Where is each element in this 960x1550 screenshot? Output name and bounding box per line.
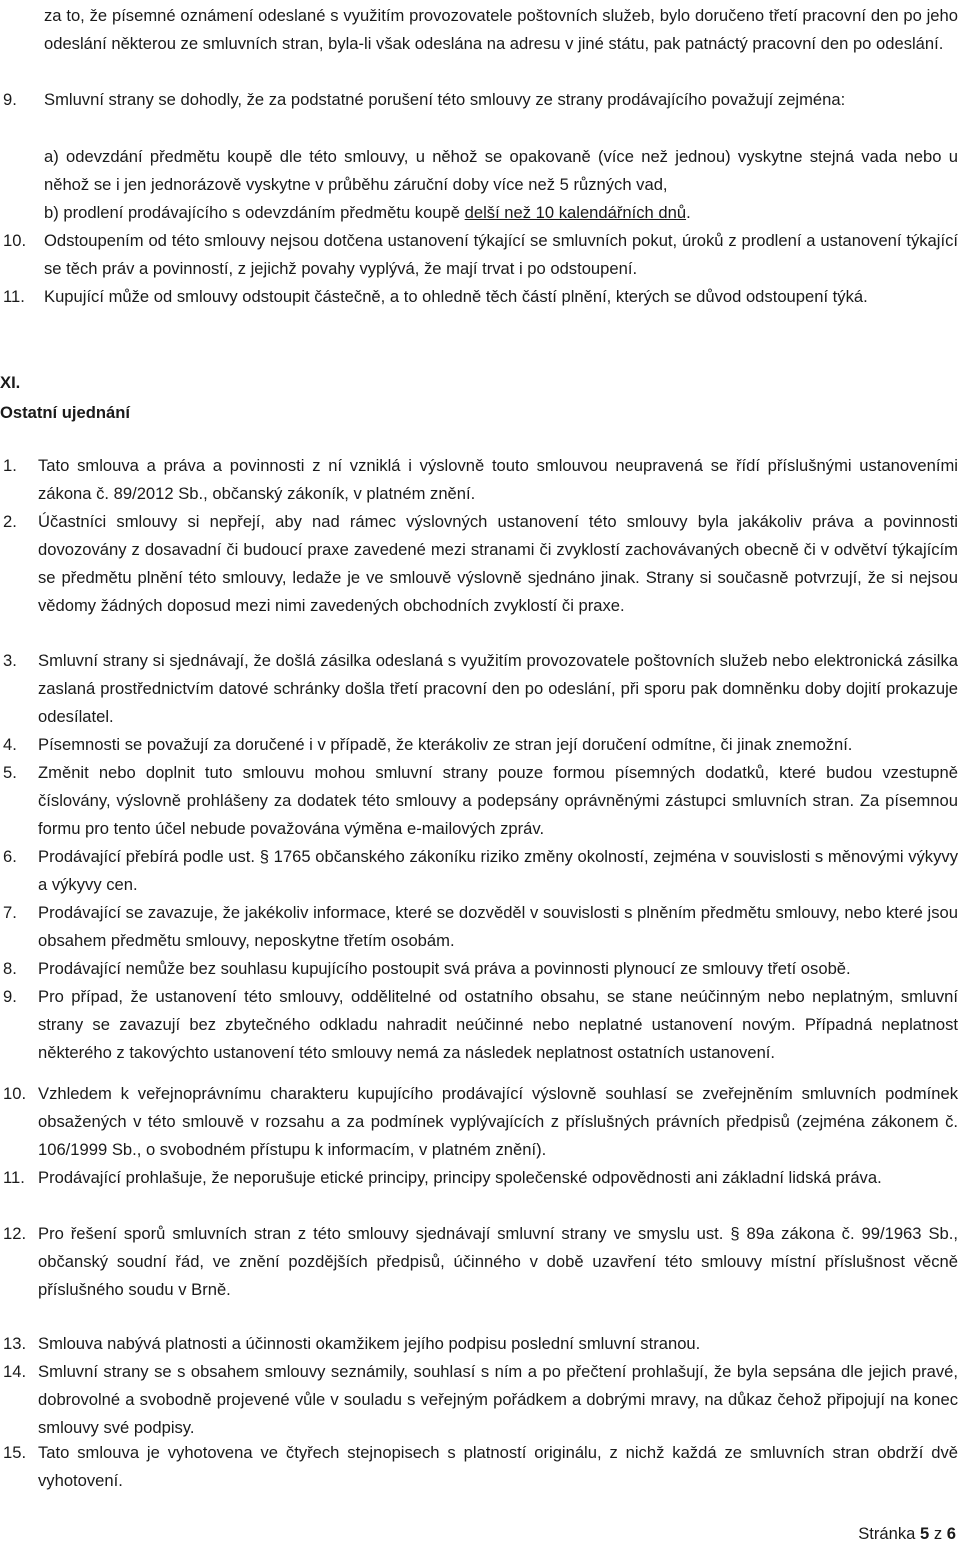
clause-text: Smlouva nabývá platnosti a účinnosti okamžikem jejího podpisu poslední smluvní stranou.: [38, 1334, 701, 1353]
item-number: 7.: [3, 903, 17, 922]
item-number: 11.: [3, 287, 25, 306]
clause-text: Změnit nebo doplnit tuto smlouvu mohou smluvní strany pouze formou písemných dodatků, které budou vzestupně číslovány, výslovně prohlášeny za dodatek této smlouvy a podepsány oprávněnými zástupci smluvních stran. Za písemnou formu pro tento účel nebude považována výměna e-mailových zpráv.: [38, 763, 958, 838]
clause-text: Smluvní strany si sjednávají, že došlá zásilka odeslaná s využitím provozovatele poštovních služeb nebo elektronická zásilka zaslaná prostřednictvím datové schránky došla třetí pracovní den po odeslání, při sporu pak domněnku doby dojití prokazuje odesílatel.: [38, 651, 958, 726]
item-number: 1.: [3, 456, 17, 475]
section-title: Ostatní ujednání: [0, 403, 130, 422]
clause-text: Prodávající se zavazuje, že jakékoliv informace, které se dozvěděl v souvislosti s plněním předmětu smlouvy, nebo které jsou obsahem předmětu smlouvy, neposkytne třetím osobám.: [38, 903, 958, 950]
clause-text: Prodávající prohlašuje, že neporušuje etické principy, principy společenské odpovědnosti ani základní lidská práva.: [38, 1168, 882, 1187]
clause-text: Pro případ, že ustanovení této smlouvy, oddělitelné od ostatního obsahu, se stane neúčinným nebo neplatným, smluvní strany se zavazují bez zbytečného odkladu nahradit neúčinné nebo neplatné ustanovení novým. Případná neplatnost některého z takovýchto ustanovení této smlouvy nemá za následek neplatnost ostatních ustanovení.: [38, 987, 958, 1062]
item-number: 2.: [3, 512, 17, 531]
section-number: XI.: [0, 373, 21, 392]
item-number: 9.: [3, 987, 17, 1006]
clause-text: Prodávající nemůže bez souhlasu kupujícího postoupit svá práva a povinnosti plynoucí ze smlouvy třetí osobě.: [38, 959, 851, 978]
clause-text: Prodávající přebírá podle ust. § 1765 občanského zákoníku riziko změny okolností, zejména v souvislosti s měnovými výkyvy a výkyvy cen.: [38, 847, 958, 894]
continuation-paragraph: za to, že písemné oznámení odeslané s využitím provozovatele poštovních služeb, bylo doručeno třetí pracovní den po jeho odeslání některou ze smluvních stran, byla-li však odeslána na adresu v jiné státu, pak patnáctý pracovní den po odeslání.: [44, 6, 958, 53]
item-number: 8.: [3, 959, 17, 978]
clause-text: Tato smlouva a práva a povinnosti z ní vzniklá i výslovně touto smlouvou neupravená se řídí příslušnými ustanoveními zákona č. 89/2012 Sb., občanský zákoník, v platném znění.: [38, 456, 958, 503]
item-number: 10.: [3, 1084, 27, 1103]
item-number: 3.: [3, 651, 17, 670]
clause-text: Smluvní strany se s obsahem smlouvy seznámily, souhlasí s ním a po přečtení prohlašují, že byla sepsána dle jejich pravé, dobrovolné a svobodně projevené vůle v souladu s veřejným pořádkem a dobrými mravy, na důkaz čehož připojují na konec smlouvy své podpisy.: [38, 1362, 958, 1437]
page-total: 6: [946, 1524, 956, 1543]
clause-9-point-b: [44, 199, 958, 227]
clause-11-text: Kupující může od smlouvy odstoupit částečně, a to ohledně těch částí plnění, kterých se důvod odstoupení týká.: [44, 287, 868, 306]
clause-9-point-a: a) odevzdání předmětu koupě dle této smlouvy, u něhož se opakovaně (více než jednou) vyskytne stejná vada nebo u něhož se i jen jednorázově vyskytne v průběhu záruční doby více než 5 různých vad,: [44, 147, 958, 194]
clause-text: Účastníci smlouvy si nepřejí, aby nad rámec výslovných ustanovení této smlouvy byla jakákoliv práva a povinnosti dovozovány z dosavadní či budoucí praxe zavedené mezi stranami či zvyklostí zachovávaných obecně či v odvětví týkajícím se předmětu plnění této smlouvy, ledaže je ve smlouvě výslovně sjednáno jinak. Strany si současně potvrzují, že si nejsou vědomy žádných doposud mezi nimi zavedených obchodních zvyklostí či praxe.: [38, 512, 958, 615]
clause-9-point-b-prefix: b) prodlení prodávajícího s odevzdáním předmětu koupě: [44, 203, 465, 222]
page-current: 5: [920, 1524, 930, 1543]
clause-text: Tato smlouva je vyhotovena ve čtyřech stejnopisech s platností originálu, z nichž každá ze smluvních stran obdrží dvě vyhotovení.: [38, 1443, 958, 1490]
clause-9-point-b-suffix: .: [686, 203, 691, 222]
item-number: 6.: [3, 847, 17, 866]
item-number: 12.: [3, 1224, 27, 1243]
clause-10-text: Odstoupením od této smlouvy nejsou dotčena ustanovení týkající se smluvních pokut, úroků z prodlení a ustanovení týkající se těch práv a povinností, z jejichž povahy vyplývá, že mají trvat i po odstoupení.: [44, 231, 958, 278]
page-of: z: [929, 1524, 947, 1543]
item-number: 11.: [3, 1168, 25, 1187]
clause-text: Pro řešení sporů smluvních stran z této smlouvy sjednávají smluvní strany ve smyslu ust. § 89a zákona č. 99/1963 Sb., občanský soudní řád, ve znění pozdějších předpisů, účinného v době uzavření této smlouvy místní příslušnost věcně příslušného soudu v Brně.: [38, 1224, 958, 1299]
clause-text: Písemnosti se považují za doručené i v případě, že kterákoliv ze stran její doručení odmítne, či jinak znemožní.: [38, 735, 853, 754]
page-label: Stránka: [858, 1524, 920, 1543]
item-number: 4.: [3, 735, 17, 754]
clause-9-text: Smluvní strany se dohodly, že za podstatné porušení této smlouvy ze strany prodávajícího považují zejména:: [44, 90, 846, 109]
page-footer: [858, 1524, 956, 1544]
item-number: 5.: [3, 763, 17, 782]
item-number: 13.: [3, 1334, 27, 1353]
item-number: 10.: [3, 231, 27, 250]
clause-9-point-b-underlined: delší než 10 kalendářních dnů: [464, 203, 687, 222]
item-number: 9.: [3, 90, 17, 109]
item-number: 14.: [3, 1362, 27, 1381]
item-number: 15.: [3, 1443, 27, 1462]
clause-text: Vzhledem k veřejnoprávnímu charakteru kupujícího prodávající výslovně souhlasí se zveřejněním smluvních podmínek obsažených v této smlouvě v rozsahu a za podmínek vyplývajících z příslušných právních předpisů (zejména zákonem č. 106/1999 Sb., o svobodném přístupu k informacím, v platném znění).: [38, 1084, 958, 1159]
